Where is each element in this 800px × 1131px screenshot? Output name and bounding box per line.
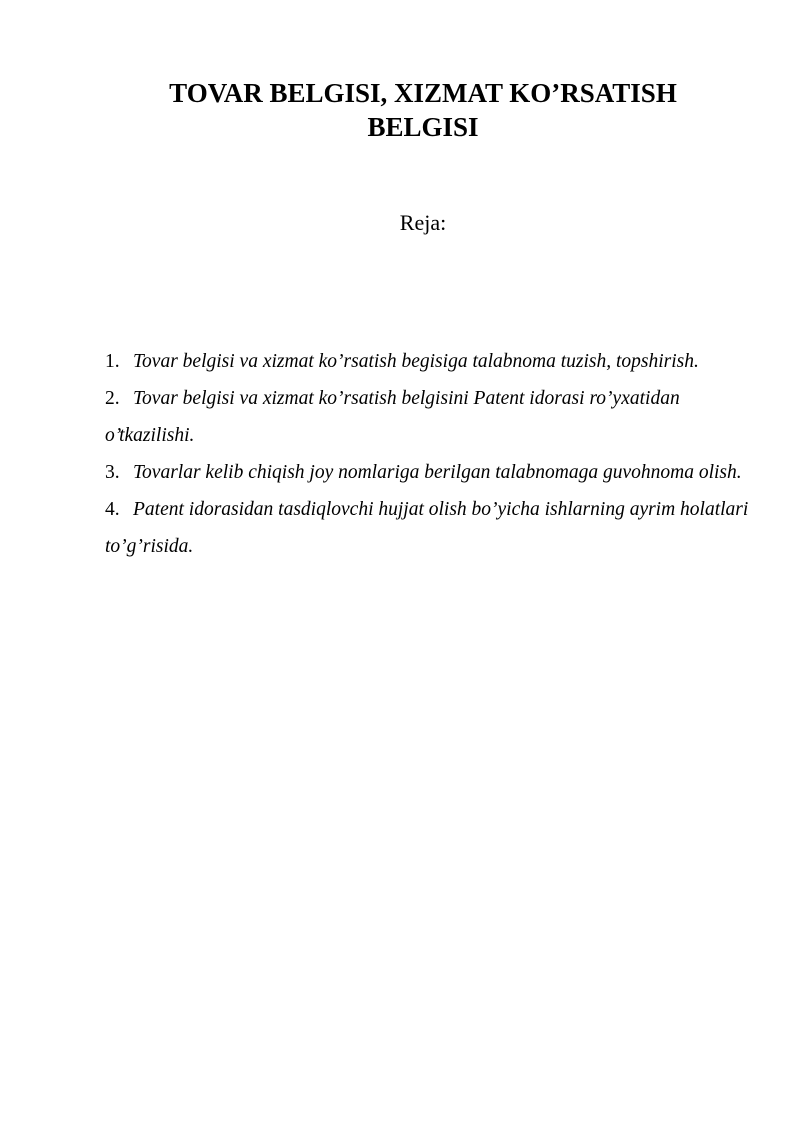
- plan-item-text: Patent idorasidan tasdiqlovchi hujjat olish bo’yicha ishlarning ayrim holatlari to’g’risida.: [105, 499, 749, 557]
- plan-item-1: [105, 343, 755, 380]
- plan-item-number: 3.: [105, 462, 120, 483]
- plan-item-number: 1.: [105, 351, 120, 372]
- plan-item-number: 4.: [105, 499, 120, 520]
- plan-item-text: Tovar belgisi va xizmat ko’rsatish belgisini Patent idorasi ro’yxatidan o’tkazilishi.: [105, 388, 680, 446]
- plan-item-3: [105, 454, 755, 491]
- plan-item-number: 2.: [105, 388, 120, 409]
- plan-heading: Reja:: [399, 210, 447, 235]
- plan-item-2: [105, 380, 755, 454]
- document-title-line-1: TOVAR BELGISI, XIZMAT KO’RSATISH: [169, 78, 677, 108]
- plan-list: [105, 343, 755, 565]
- plan-item-4: [105, 491, 755, 565]
- document-title: [105, 76, 741, 144]
- document-title-line-2: BELGISI: [367, 112, 479, 142]
- plan-item-text: Tovar belgisi va xizmat ko’rsatish begisiga talabnoma tuzish, topshirish.: [133, 351, 699, 372]
- plan-item-text: Tovarlar kelib chiqish joy nomlariga berilgan talabnomaga guvohnoma olish.: [133, 462, 742, 483]
